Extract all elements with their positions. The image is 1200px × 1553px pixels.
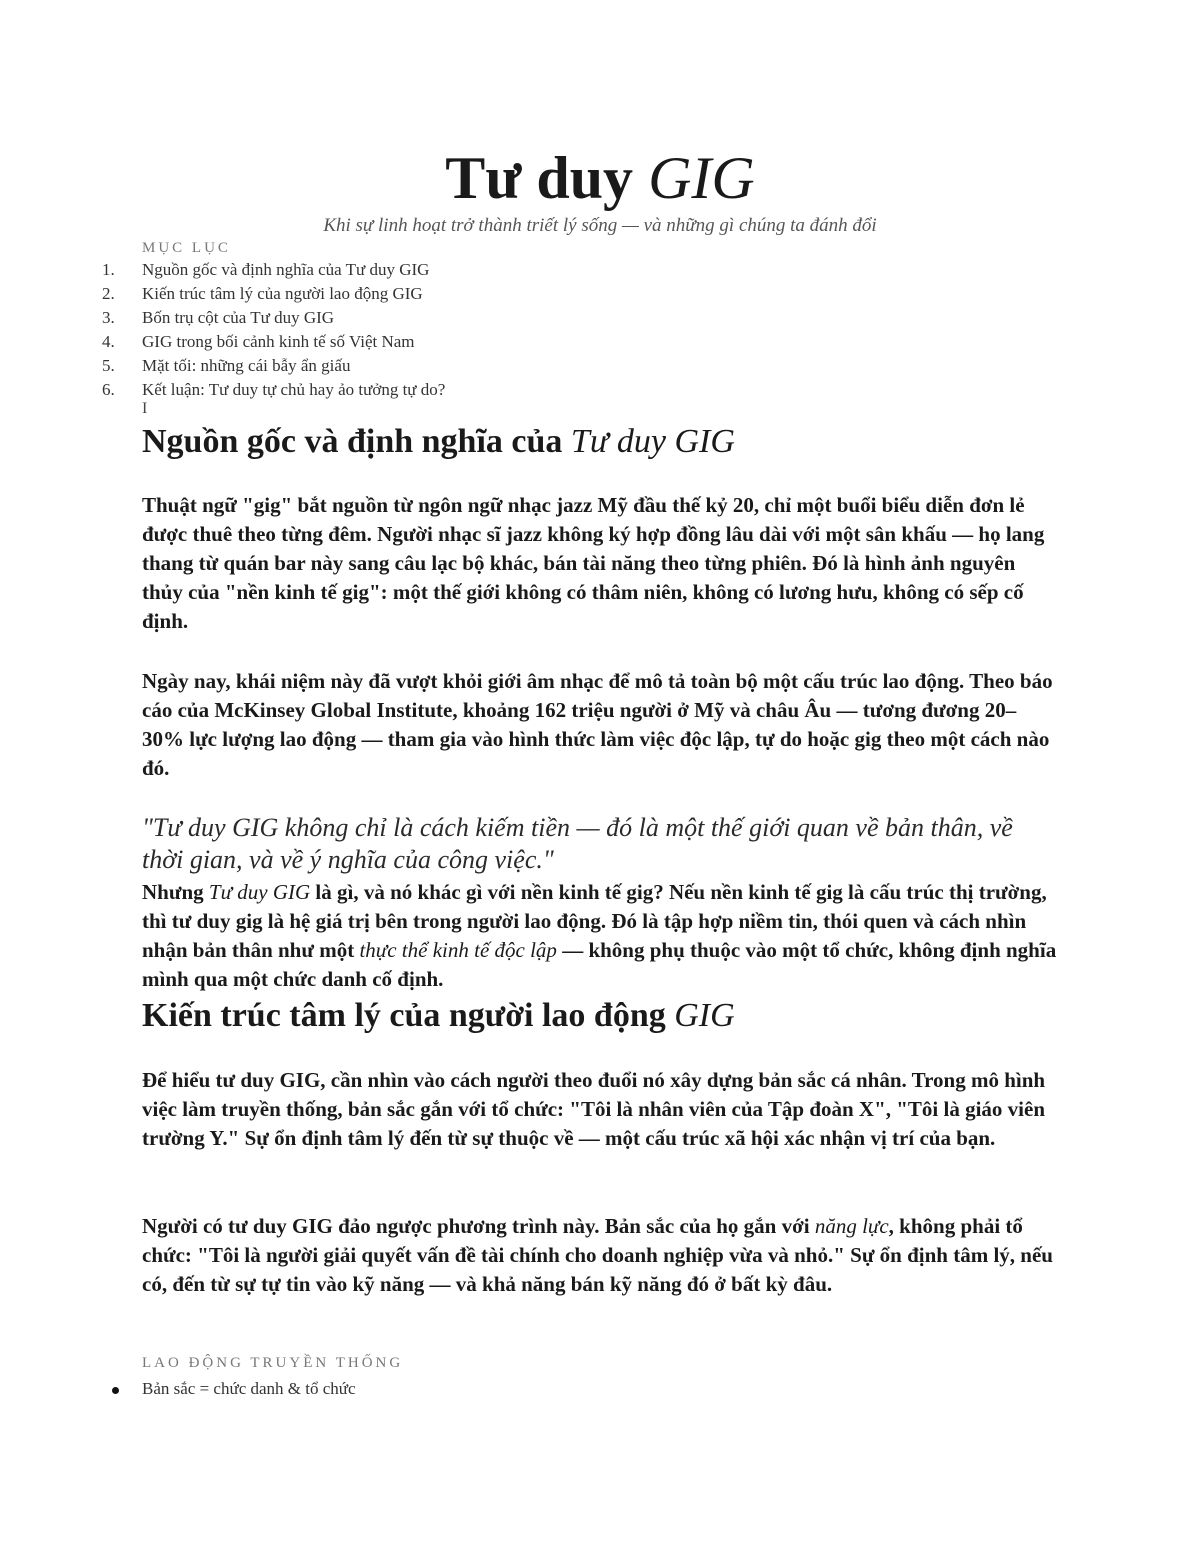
toc-item-number: 2. bbox=[102, 284, 115, 303]
comparison-bullet-list bbox=[112, 1377, 356, 1401]
paragraph bbox=[142, 1212, 1058, 1299]
document-title bbox=[0, 140, 1200, 216]
bullet-icon bbox=[112, 1387, 119, 1394]
paragraph bbox=[142, 878, 1058, 994]
paragraph: Thuật ngữ "gig" bắt nguồn từ ngôn ngữ nhạc jazz Mỹ đầu thế kỷ 20, chỉ một buổi biểu diễn đơn lẻ được thuê theo từng đêm. Người nhạc sĩ jazz không ký hợp đồng lâu dài với một sân khấu — họ lang thang từ quán bar này sang câu lạc bộ khác, bán tài năng theo từng phiên. Đó là hình ảnh nguyên thủy của "nền kinh tế gig": một thế giới không có thâm niên, không có lương hưu, không có sếp cố định. bbox=[142, 493, 1045, 633]
document-subtitle: Khi sự linh hoạt trở thành triết lý sống — và những gì chúng ta đánh đổi bbox=[323, 215, 877, 236]
text-run: Nhưng bbox=[142, 880, 209, 904]
text-run: là gì, và nó khác gì với nền kinh tế gig? Nếu nền kinh tế gig là cấu trúc thị trường, thì tư duy gig là hệ giá trị bên trong người lao động. Đó là tập hợp niềm tin, thói quen và cách nhìn nhận bản thân như một bbox=[142, 880, 1047, 962]
toc-item-label: Mặt tối: những cái bẫy ẩn giấu bbox=[142, 356, 351, 375]
title-main: Tư duy bbox=[445, 145, 634, 211]
toc-item-label: Bốn trụ cột của Tư duy GIG bbox=[142, 308, 335, 327]
toc-item-label: GIG trong bối cảnh kinh tế số Việt Nam bbox=[142, 332, 415, 351]
title-emphasis: GIG bbox=[648, 145, 755, 211]
emphasis-text: năng lực bbox=[814, 1214, 889, 1238]
toc-item-label: Kết luận: Tư duy tự chủ hay ảo tưởng tự do? bbox=[142, 380, 446, 399]
toc-item[interactable] bbox=[102, 306, 445, 330]
text-run: Người có tư duy GIG đảo ngược phương trình này. Bản sắc của họ gắn với bbox=[142, 1214, 815, 1238]
toc-item[interactable] bbox=[102, 258, 445, 282]
text-cursor: I bbox=[142, 400, 148, 417]
toc-item[interactable] bbox=[102, 354, 445, 378]
pull-quote: "Tư duy GIG không chỉ là cách kiếm tiền — đó là một thế giới quan về bản thân, về thời gian, và về ý nghĩa của công việc." bbox=[142, 813, 1013, 874]
toc-item[interactable] bbox=[102, 330, 445, 354]
emphasis-text: Tư duy GIG bbox=[208, 880, 311, 904]
section-heading-emphasis: Tư duy GIG bbox=[570, 423, 735, 460]
section-heading-emphasis: GIG bbox=[674, 997, 735, 1034]
toc-label: MỤC LỤC bbox=[142, 240, 231, 256]
section-heading-main: Nguồn gốc và định nghĩa của bbox=[142, 423, 571, 460]
list-item-text: Bản sắc = chức danh & tổ chức bbox=[142, 1379, 356, 1398]
toc-item-number: 6. bbox=[102, 380, 115, 399]
list-item bbox=[112, 1377, 356, 1401]
section-heading-origins bbox=[142, 422, 735, 462]
table-of-contents bbox=[102, 258, 445, 402]
toc-item-number: 4. bbox=[102, 332, 115, 351]
toc-item-label: Kiến trúc tâm lý của người lao động GIG bbox=[142, 284, 423, 303]
paragraph: Để hiểu tư duy GIG, cần nhìn vào cách người theo đuổi nó xây dựng bản sắc cá nhân. Trong mô hình việc làm truyền thống, bản sắc gắn với tổ chức: "Tôi là nhân viên của Tập đoàn X", "Tôi là giáo viên trường Y." Sự ổn định tâm lý đến từ sự thuộc về — một cấu trúc xã hội xác nhận vị trí của bạn. bbox=[142, 1068, 1046, 1150]
toc-item-label: Nguồn gốc và định nghĩa của Tư duy GIG bbox=[142, 260, 430, 279]
toc-item[interactable] bbox=[102, 378, 445, 402]
text-run: — không phụ thuộc vào một tổ chức, không định nghĩa mình qua một chức danh cố định. bbox=[142, 938, 1057, 991]
toc-item-number: 1. bbox=[102, 260, 115, 279]
paragraph: Ngày nay, khái niệm này đã vượt khỏi giới âm nhạc để mô tả toàn bộ một cấu trúc lao động. Theo báo cáo của McKinsey Global Institute, khoảng 162 triệu người ở Mỹ và châu Âu — tương đương 20–30% lực lượng lao động — tham gia vào hình thức làm việc độc lập, tự do hoặc gig theo một cách nào đó. bbox=[142, 669, 1053, 780]
toc-item-number: 5. bbox=[102, 356, 115, 375]
emphasis-text: thực thể kinh tế độc lập bbox=[359, 938, 557, 962]
comparison-card-label: LAO ĐỘNG TRUYỀN THỐNG bbox=[142, 1355, 404, 1371]
section-heading-psychology bbox=[142, 996, 735, 1036]
text-run: , không phải tổ chức: "Tôi là người giải quyết vấn đề tài chính cho doanh nghiệp vừa và nhỏ." Sự ổn định tâm lý, nếu có, đến từ sự tự tin vào kỹ năng — và khả năng bán kỹ năng đó ở bất kỳ đâu. bbox=[142, 1214, 1053, 1296]
section-heading-main: Kiến trúc tâm lý của người lao động bbox=[142, 997, 675, 1034]
toc-item[interactable] bbox=[102, 282, 445, 306]
toc-item-number: 3. bbox=[102, 308, 115, 327]
